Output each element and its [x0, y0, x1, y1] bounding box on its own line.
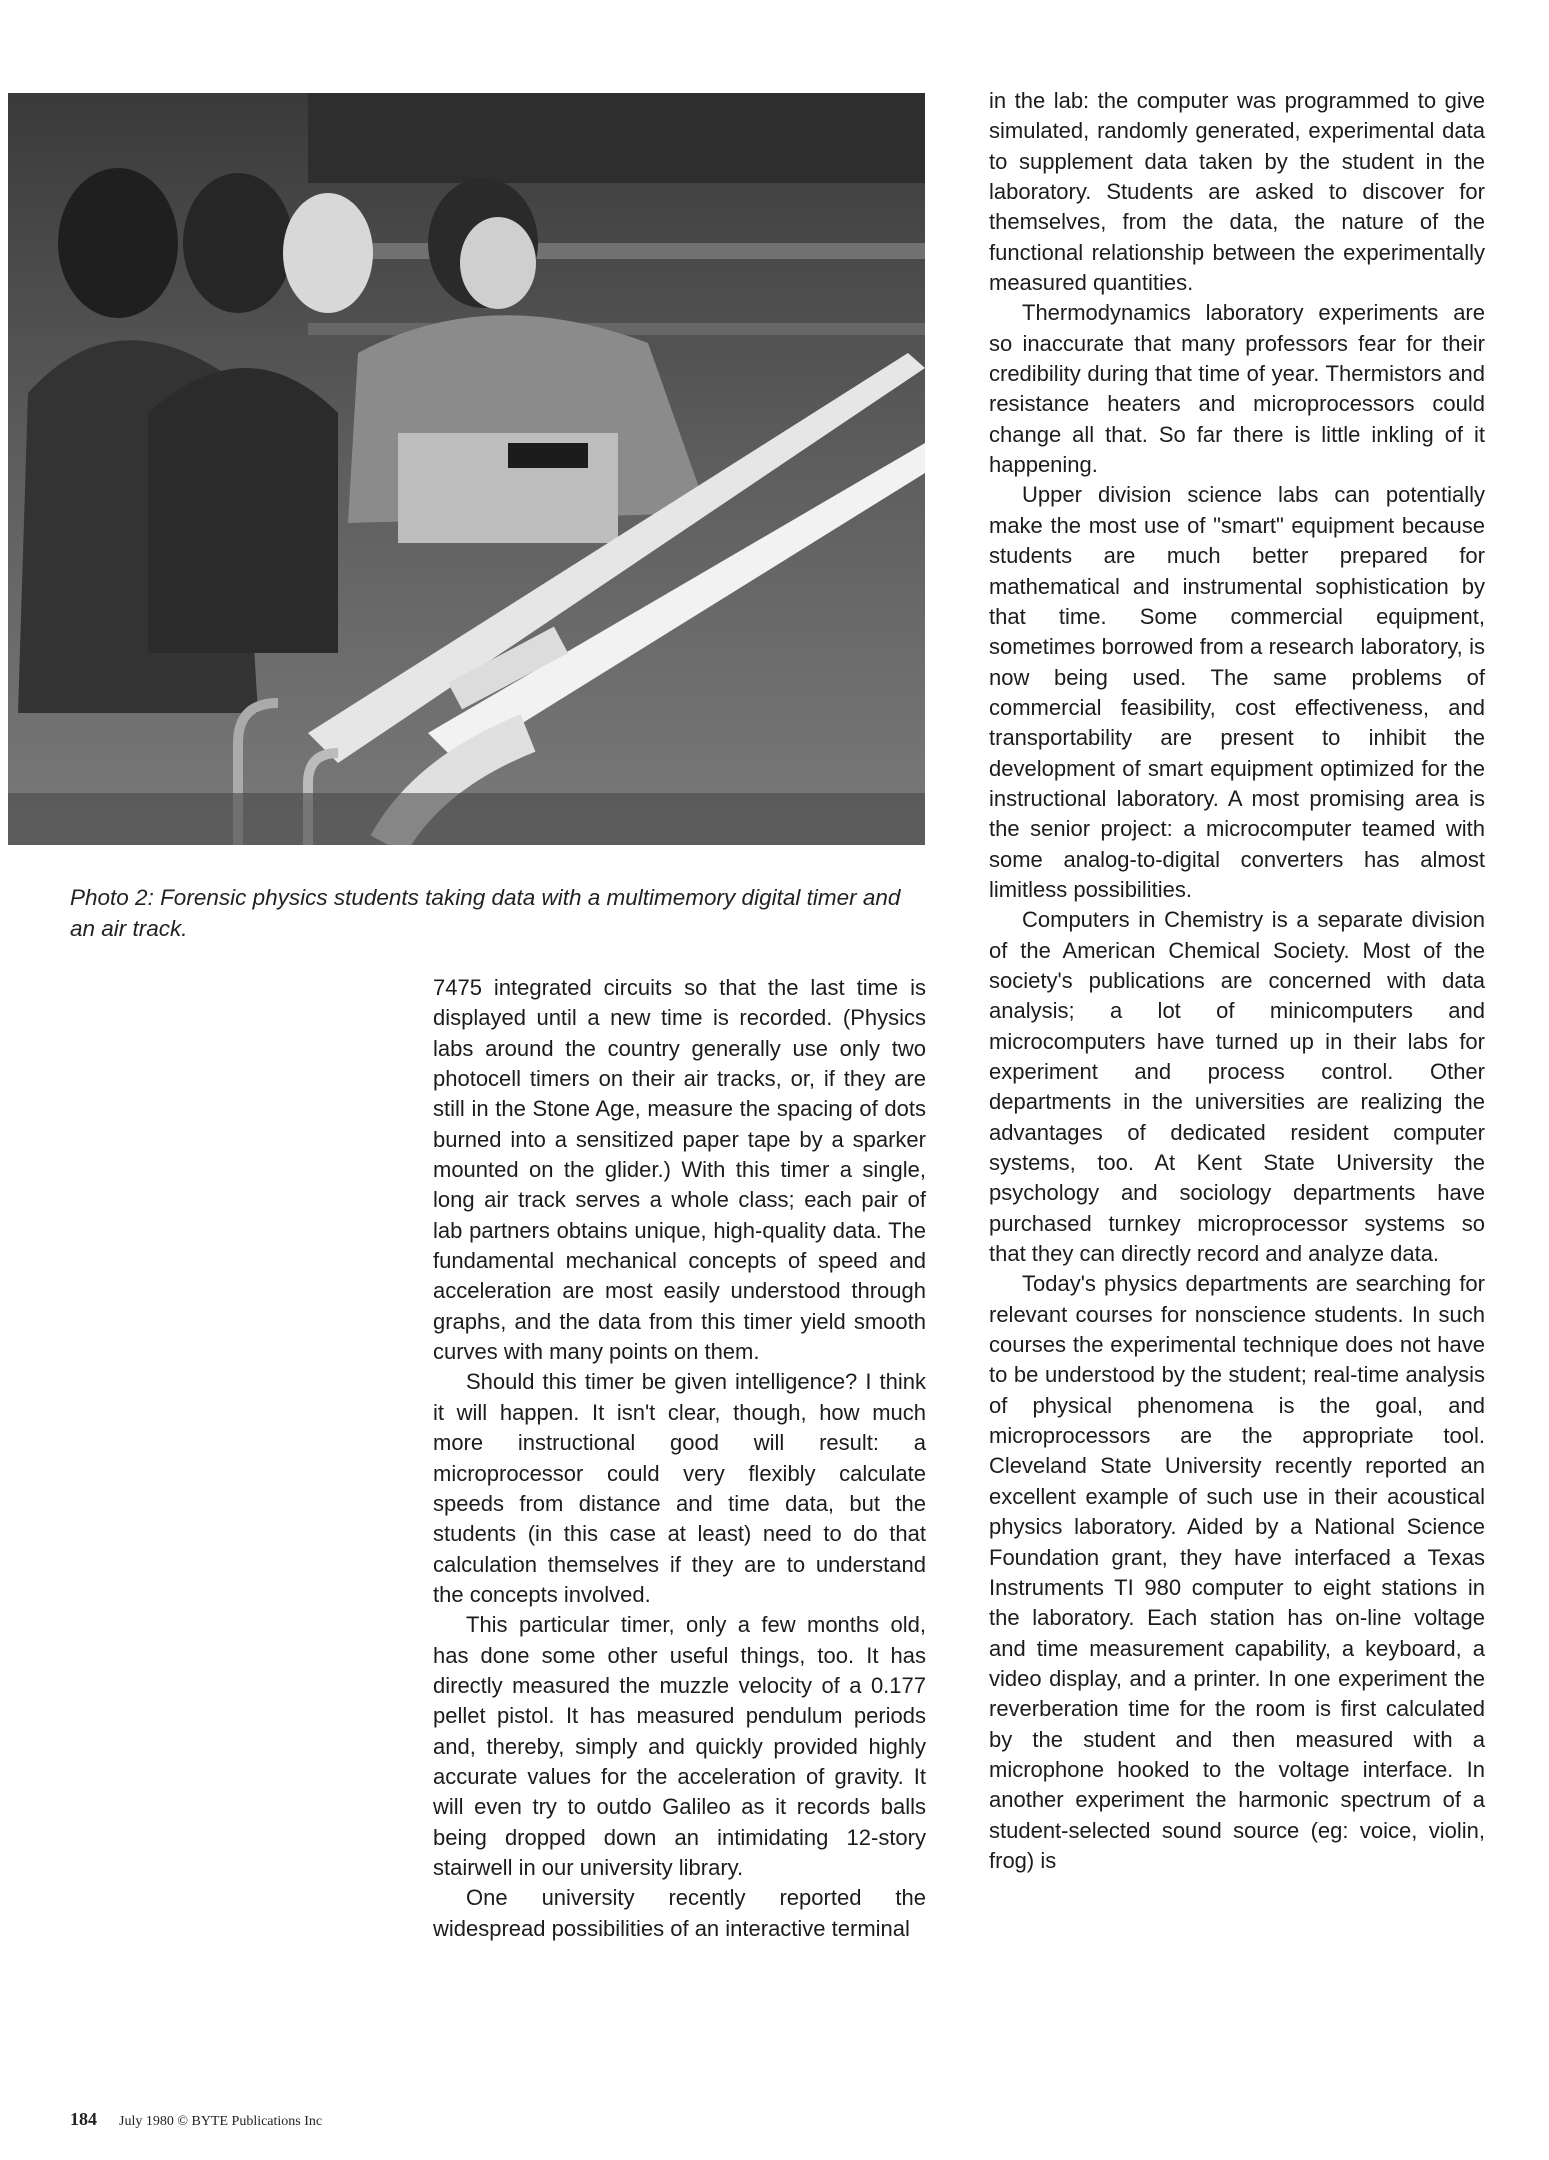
paragraph: in the lab: the computer was programmed to give simulated, randomly generated, experimental data to supplement data taken by the student in the laboratory. Students are asked to discover for themselves, from the data, the nature of the functional relationship between the experimentally measured quantities. — [989, 88, 1485, 296]
lab-photo-illustration — [8, 93, 925, 845]
lab-photo — [8, 93, 925, 845]
paragraph: Upper division science labs can potentially make the most use of "smart" equipment because students are much better prepared for mathematical and instrumental sophistication by that time. Some commercial equipment, sometimes borrowed from a research laboratory, is now being used. The same problems of commercial feasibility, cost effectiveness, and transportability are present to inhibit the development of smart equipment optimized for the instructional laboratory. A most promising area is the senior project: a microcomputer teamed with some analog-to-digital converters has almost limitless possibilities. — [989, 482, 1485, 902]
paragraph: Today's physics departments are searching for relevant courses for nonscience students. In such courses the experimental technique does not have to be understood by the student; real-time analysis of physical phenomena is the goal, and microprocessors are the appropriate tool. Cleveland State University recently reported an excellent example of such use in their acoustical physics laboratory. Aided by a National Science Foundation grant, they have interfaced a Texas Instruments TI 980 computer to eight stations in the laboratory. Each station has on-line voltage and time measurement capability, a keyboard, a video display, and a printer. In one experiment the reverberation time for the room is first calculated by the student and then measured with a microphone hooked to the voltage interface. In another experiment the harmonic spectrum of a student-selected sound source (eg: voice, violin, frog) is — [989, 1271, 1485, 1873]
paragraph: Thermodynamics laboratory experiments are so inaccurate that many professors fear for their credibility during that time of year. Thermistors and resistance heaters and microprocessors could change all that. So far there is little inkling of it happening. — [989, 300, 1485, 478]
page-footer — [70, 2109, 322, 2130]
paragraph: One university recently reported the widespread possibilities of an interactive terminal — [433, 1885, 926, 1941]
article-column-middle — [433, 973, 926, 1944]
article-column-right — [989, 86, 1485, 1876]
paragraph: Should this timer be given intelligence? I think it will happen. It isn't clear, though, how much more instructional good will result: a microprocessor could very flexibly calculate speeds from distance and time data, but the students (in this case at least) need to do that calculation themselves if they are to understand the concepts involved. — [433, 1369, 926, 1607]
photo-caption: Photo 2: Forensic physics students taking data with a multimemory digital timer and an air track. — [70, 885, 901, 941]
publication-credit: July 1980 © BYTE Publications Inc — [119, 2114, 323, 2129]
page-number: 184 — [70, 2109, 97, 2129]
paragraph: 7475 integrated circuits so that the last time is displayed until a new time is recorded. (Physics labs around the country generally use only two photocell timers on their air tracks, or, if they are still in the Stone Age, measure the spacing of dots burned into a sensitized paper tape by a sparker mounted on the glider.) With this timer a single, long air track serves a whole class; each pair of lab partners obtains unique, high-quality data. The fundamental mechanical concepts of speed and acceleration are most easily understood through graphs, and the data from this timer yield smooth curves with many points on them. — [433, 975, 926, 1365]
paragraph: Computers in Chemistry is a separate division of the American Chemical Society. Most of the society's publications are concerned with data analysis; a lot of minicomputers and microcomputers have turned up in their labs for experiment and process control. Other departments in the universities are realizing the advantages of dedicated resident computer systems, too. At Kent State University the psychology and sociology departments have purchased turnkey microprocessor systems so that they can directly record and analyze data. — [989, 907, 1485, 1267]
paragraph: This particular timer, only a few months old, has done some other useful things, too. It has directly measured the muzzle velocity of a 0.177 pellet pistol. It has measured pendulum periods and, thereby, simply and quickly provided highly accurate values for the acceleration of gravity. It will even try to outdo Galileo as it records balls being dropped down an intimidating 12-story stairwell in our university library. — [433, 1612, 926, 1880]
